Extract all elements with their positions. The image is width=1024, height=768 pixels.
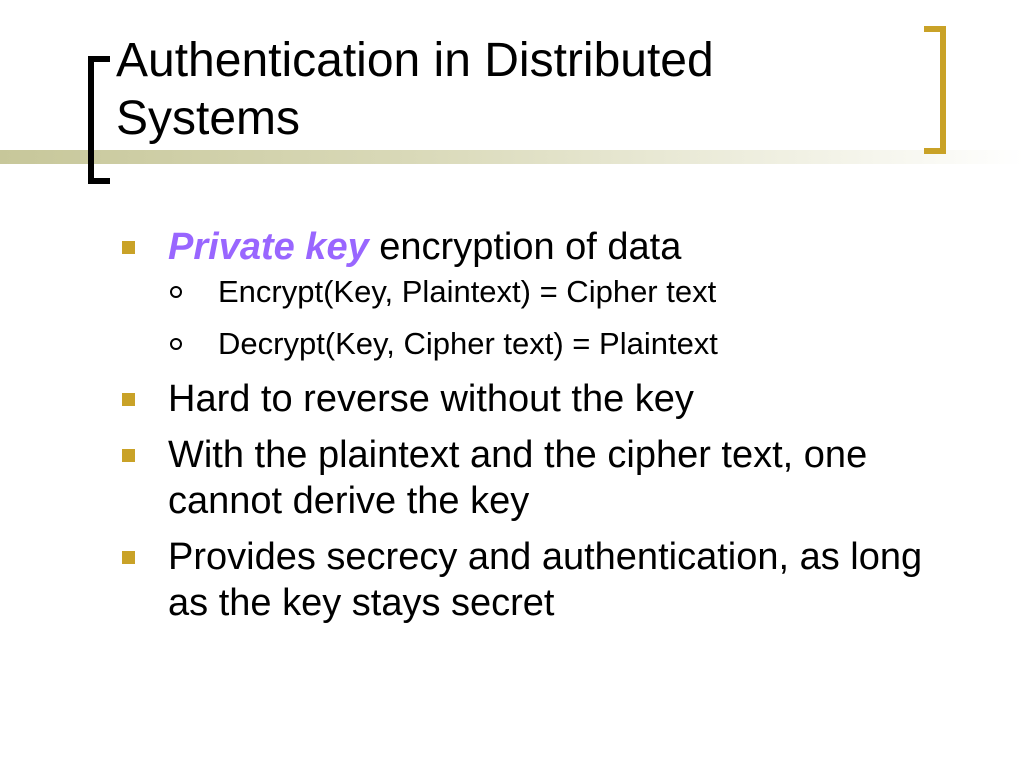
bullet-text: Hard to reverse without the key — [168, 378, 694, 420]
bullet-item — [116, 224, 936, 364]
right-bracket-decoration — [924, 26, 946, 154]
bullet-item — [116, 376, 936, 422]
sub-bullet-text: Encrypt(Key, Plaintext) = Cipher text — [218, 274, 717, 309]
square-bullet-icon — [122, 449, 135, 462]
bullet-text: With the plaintext and the cipher text, one cannot derive the key — [168, 434, 868, 522]
circle-bullet-icon — [170, 338, 182, 350]
slide-title: Authentication in Distributed Systems — [116, 34, 714, 145]
bullet-text: encryption of data — [368, 226, 682, 268]
sub-bullet-item — [168, 272, 936, 312]
sub-bullet-text: Decrypt(Key, Cipher text) = Plaintext — [218, 326, 718, 361]
title-band — [0, 150, 1024, 164]
square-bullet-icon — [122, 393, 135, 406]
square-bullet-icon — [122, 241, 135, 254]
square-bullet-icon — [122, 551, 135, 564]
bullet-item — [116, 432, 936, 524]
left-bracket-decoration — [88, 56, 110, 184]
bullet-text: Provides secrecy and authentication, as long as the key stays secret — [168, 536, 923, 624]
circle-bullet-icon — [170, 286, 182, 298]
emphasis-text: Private key — [168, 226, 369, 268]
bullet-item — [116, 534, 936, 626]
sub-bullet-list — [168, 272, 936, 364]
bullet-list — [116, 224, 936, 636]
sub-bullet-item — [168, 324, 936, 364]
